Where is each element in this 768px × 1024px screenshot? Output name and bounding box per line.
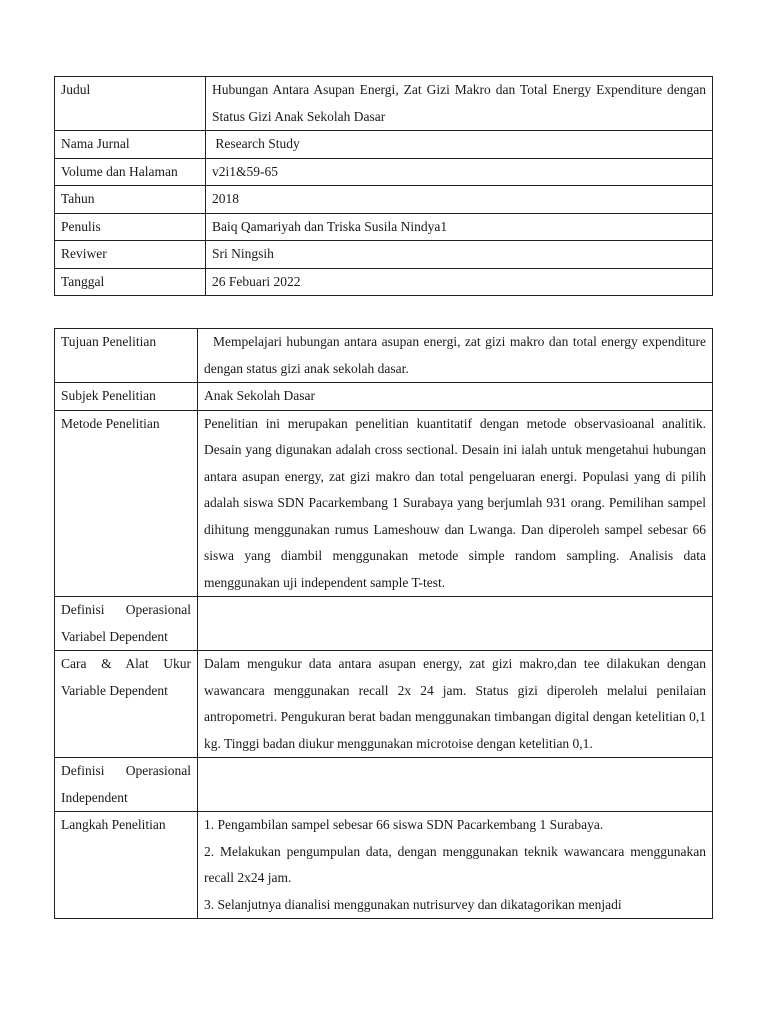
row-value-tanggal: 26 Febuari 2022 bbox=[206, 268, 713, 296]
row-value-tujuan: Mempelajari hubungan antara asupan energi, zat gizi makro dan total energy expenditure dengan status gizi anak sekolah dasar. bbox=[198, 329, 713, 383]
table-row bbox=[55, 77, 713, 131]
table-row bbox=[55, 758, 713, 812]
row-label-tanggal: Tanggal bbox=[55, 268, 206, 296]
row-label-volume: Volume dan Halaman bbox=[55, 158, 206, 186]
row-value-penulis: Baiq Qamariyah dan Triska Susila Nindya1 bbox=[206, 213, 713, 241]
row-value-judul: Hubungan Antara Asupan Energi, Zat Gizi Makro dan Total Energy Expenditure dengan Status Gizi Anak Sekolah Dasar bbox=[206, 77, 713, 131]
row-value-metode: Penelitian ini merupakan penelitian kuantitatif dengan metode observasioanal analitik. Desain yang digunakan adalah cross sectional. Desain ini ialah untuk mengetahui hubungan antara asupan energy, zat gizi makro dan total pengeluaran energi. Populasi yang di pilih adalah siswa SDN Pacarkembang 1 Surabaya yang berjumlah 931 orang. Pemilihan sampel dihitung menggunakan rumus Lameshouw dan Lwanga. Dan diperoleh sampel sebesar 66 siswa yang diambil menggunakan metode simple random sampling. Analisis data menggunakan uji independent sample T-test. bbox=[198, 410, 713, 597]
row-label-definisi-independent: Definisi Operasional Independent bbox=[55, 758, 198, 812]
table-row bbox=[55, 597, 713, 651]
table-row bbox=[55, 213, 713, 241]
table-row bbox=[55, 131, 713, 159]
table-row bbox=[55, 329, 713, 383]
row-label-langkah: Langkah Penelitian bbox=[55, 812, 198, 919]
row-label-definisi-dependent: Definisi Operasional Variabel Dependent bbox=[55, 597, 198, 651]
table-row bbox=[55, 383, 713, 411]
table-row bbox=[55, 158, 713, 186]
row-value-definisi-dependent bbox=[198, 597, 713, 651]
table-row bbox=[55, 241, 713, 269]
row-value-tahun: 2018 bbox=[206, 186, 713, 214]
row-value-volume: v2i1&59-65 bbox=[206, 158, 713, 186]
research-summary-table bbox=[54, 328, 713, 919]
table-row bbox=[55, 651, 713, 758]
row-value-reviwer: Sri Ningsih bbox=[206, 241, 713, 269]
row-label-nama-jurnal: Nama Jurnal bbox=[55, 131, 206, 159]
table-row bbox=[55, 812, 713, 919]
article-info-table bbox=[54, 76, 713, 296]
step-item: 1. Pengambilan sampel sebesar 66 siswa SDN Pacarkembang 1 Surabaya. bbox=[204, 817, 604, 832]
table-row bbox=[55, 268, 713, 296]
row-label-cara-alat: Cara & Alat Ukur Variable Dependent bbox=[55, 651, 198, 758]
row-value-nama-jurnal: Research Study bbox=[206, 131, 713, 159]
row-value-definisi-independent bbox=[198, 758, 713, 812]
row-value-cara-alat: Dalam mengukur data antara asupan energy, zat gizi makro,dan tee dilakukan dengan wawancara menggunakan recall 2x 24 jam. Status gizi diperoleh melalui penilaian antropometri. Pengukuran berat badan menggunakan timbangan digital dengan ketelitian 0,1 kg. Tinggi badan diukur menggunakan microtoise dengan ketelitian 0,1. bbox=[198, 651, 713, 758]
row-label-metode: Metode Penelitian bbox=[55, 410, 198, 597]
step-item: 3. Selanjutnya dianalisi menggunakan nutrisurvey dan dikatagorikan menjadi bbox=[204, 896, 622, 912]
row-value-subjek: Anak Sekolah Dasar bbox=[198, 383, 713, 411]
row-label-reviwer: Reviwer bbox=[55, 241, 206, 269]
row-label-subjek: Subjek Penelitian bbox=[55, 383, 198, 411]
row-value-langkah bbox=[198, 812, 713, 919]
step-item: 2. Melakukan pengumpulan data, dengan menggunakan teknik wawancara menggunakan recall 2x24 jam. bbox=[204, 843, 706, 885]
table-row bbox=[55, 186, 713, 214]
row-label-penulis: Penulis bbox=[55, 213, 206, 241]
row-label-tujuan: Tujuan Penelitian bbox=[55, 329, 198, 383]
row-label-tahun: Tahun bbox=[55, 186, 206, 214]
row-label-judul: Judul bbox=[55, 77, 206, 131]
table-row bbox=[55, 410, 713, 597]
